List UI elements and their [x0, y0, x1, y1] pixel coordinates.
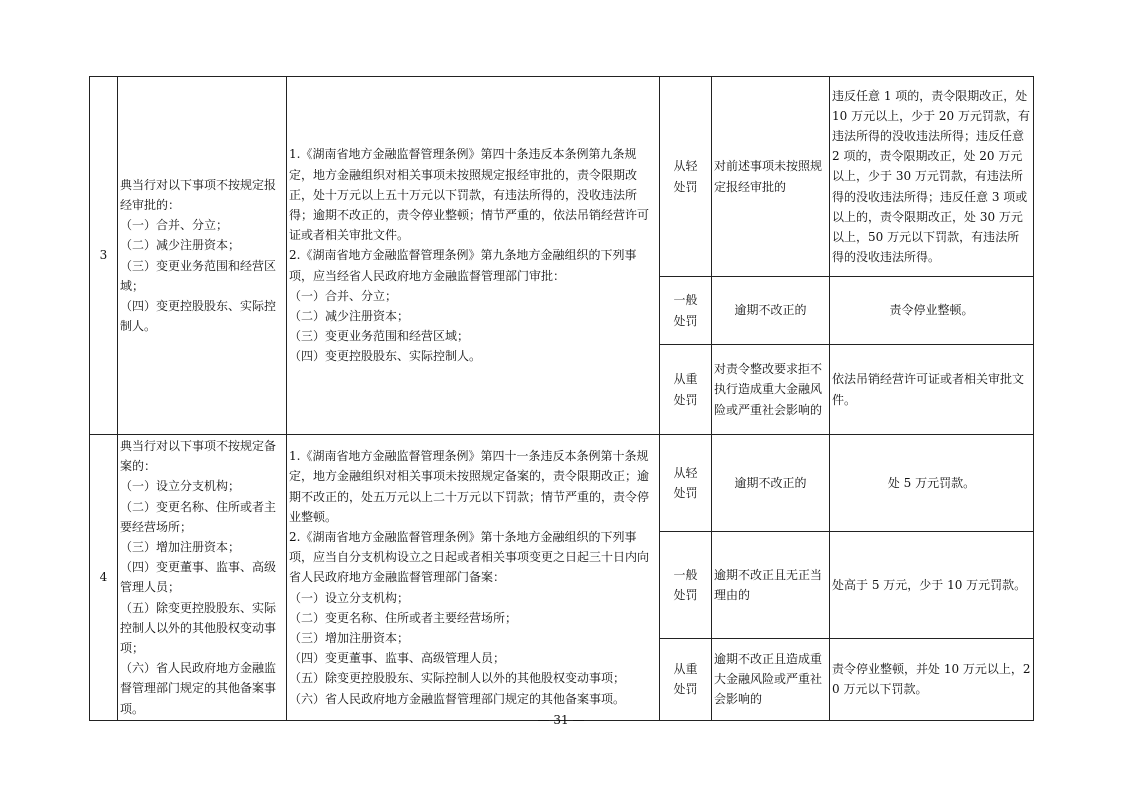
violation-circumstance: 逾期不改正的 [712, 277, 830, 345]
violation-circumstance: 对前述事项未按照规定报经审批的 [712, 77, 830, 277]
penalty-level: 一般 处罚 [660, 277, 712, 345]
penalty-standard: 处高于 5 万元，少于 10 万元罚款。 [830, 532, 1034, 638]
penalty-level: 从轻 处罚 [660, 435, 712, 532]
penalty-standard: 违反任意 1 项的，责令限期改正，处 10 万元以上，少于 20 万元罚款，有违法所得的没收违法所得；违反任意 2 项的，责令限期改正，处 20 万元以上，少于 30 万元罚款，有违法所得的没收违法所得；违反任意 3 项或以上的，责令限期改正，处 30 万元以上，50 万元以下罚款，有违法所得的没收违法所得。 [830, 77, 1034, 277]
penalty-standard: 处 5 万元罚款。 [830, 435, 1034, 532]
penalty-level: 从重 处罚 [660, 345, 712, 435]
penalty-standard: 责令停业整顿。 [830, 277, 1034, 345]
penalty-level: 一般 处罚 [660, 532, 712, 638]
penalty-standards-table [89, 76, 1034, 721]
violation-circumstance: 对责令整改要求拒不执行造成重大金融风险或严重社会影响的 [712, 345, 830, 435]
penalty-level: 从轻 处罚 [660, 77, 712, 277]
page-number: — 31 — [537, 713, 585, 727]
table-row [90, 435, 1034, 532]
violation-circumstance: 逾期不改正且无正当理由的 [712, 532, 830, 638]
violation-circumstance: 逾期不改正且造成重大金融风险或严重社会影响的 [712, 638, 830, 720]
penalty-level: 从重 处罚 [660, 638, 712, 720]
table-row [90, 77, 1034, 277]
violation-circumstance: 逾期不改正的 [712, 435, 830, 532]
penalty-standard: 责令停业整顿，并处 10 万元以上，20 万元以下罚款。 [830, 638, 1034, 720]
row-number: 4 [90, 435, 118, 721]
violation-description: 典当行对以下事项不按规定报经审批的： （一）合并、分立； （二）减少注册资本； （三）变更业务范围和经营区域； （四）变更控股股东、实际控制人。 [118, 77, 287, 435]
row-number: 3 [90, 77, 118, 435]
legal-basis: 1.《湖南省地方金融监督管理条例》第四十一条违反本条例第十条规定，地方金融组织对相关事项未按照规定备案的，责令限期改正；逾期不改正的，处五万元以上二十万元以下罚款；情节严重的，责令停业整顿。 2.《湖南省地方金融监督管理条例》第十条地方金融组织的下列事项，应当自分支机构设立之日起或者相关事项变更之日起三十日内向省人民政府地方金融监督管理部门备案： （一）设立分支机构； （二）变更名称、住所或者主要经营场所； （三）增加注册资本； （四）变更董事、监事、高级管理人员； （五）除变更控股股东、实际控制人以外的其他股权变动事项； （六）省人民政府地方金融监督管理部门规定的其他备案事项。 [287, 435, 660, 721]
legal-basis: 1.《湖南省地方金融监督管理条例》第四十条违反本条例第九条规定，地方金融组织对相关事项未按照规定报经审批的，责令限期改正，处十万元以上五十万元以下罚款，有违法所得的，没收违法所得；逾期不改正的，责令停业整顿；情节严重的，依法吊销经营许可证或者相关审批文件。 2.《湖南省地方金融监督管理条例》第九条地方金融组织的下列事项，应当经省人民政府地方金融监督管理部门审批： （一）合并、分立； （二）减少注册资本； （三）变更业务范围和经营区域； （四）变更控股股东、实际控制人。 [287, 77, 660, 435]
penalty-standard: 依法吊销经营许可证或者相关审批文件。 [830, 345, 1034, 435]
violation-description: 典当行对以下事项不按规定备案的： （一）设立分支机构； （二）变更名称、住所或者主要经营场所； （三）增加注册资本； （四）变更董事、监事、高级管理人员； （五）除变更控股股东、实际控制人以外的其他股权变动事项； （六）省人民政府地方金融监督管理部门规定的其他备案事项。 [118, 435, 287, 721]
